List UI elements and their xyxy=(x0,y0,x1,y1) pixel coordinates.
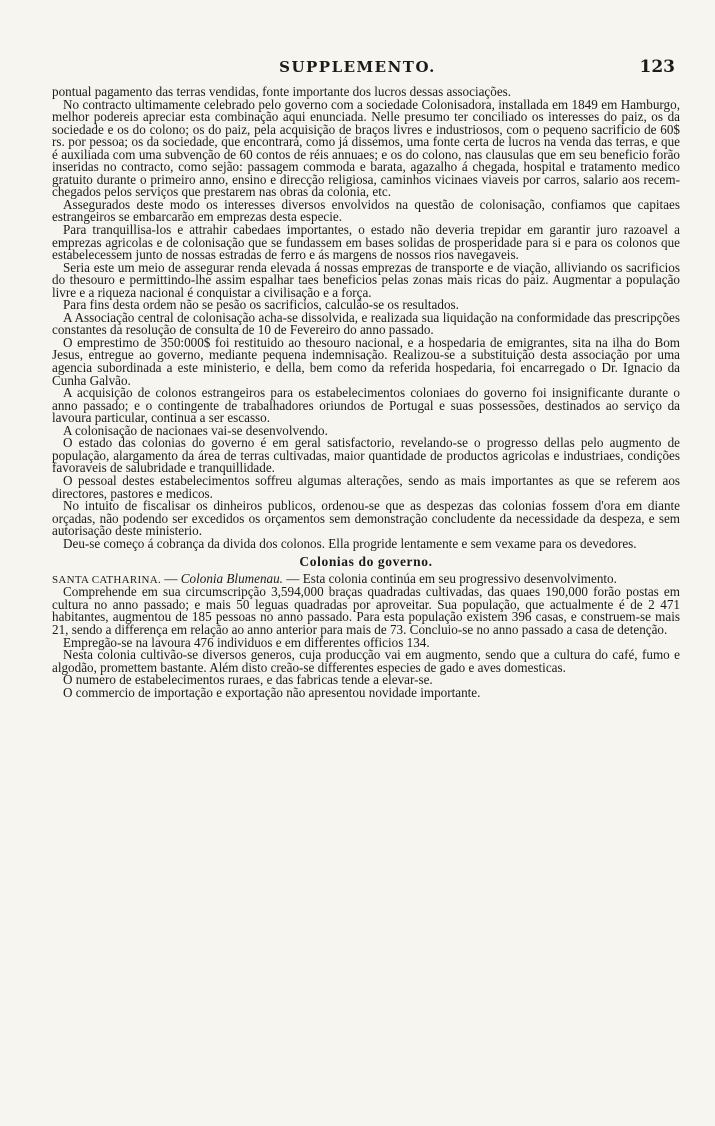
paragraph: No intuito de fiscalisar os dinheiros publicos, ordenou-se que as despezas das colonias fossem d'ora em diante orçadas, não podendo ser excedidos os orçamentos sem demonstração concludente da necessidade da despeza, e sem autorisação deste ministerio. xyxy=(52,498,680,539)
body-text xyxy=(52,86,680,699)
section-heading: Colonias do governo. xyxy=(299,554,433,570)
paragraph: Seria este um meio de assegurar renda elevada á nossas emprezas de transporte e de viação, alliviando os sacrificios do thesouro e permittindo-lhe assim espalhar taes beneficios pelas zonas mais ricas do paiz. Augmentar a população livre e a riqueza nacional é conquistar a civilisação e a força. xyxy=(52,259,680,300)
colony-entry-text: Esta colonia continúa em seu progressivo desenvolvimento. xyxy=(302,570,617,586)
page-number: 123 xyxy=(639,57,675,77)
province-name: SANTA CATHARINA. xyxy=(52,573,162,586)
paragraph: O commercio de importação e exportação não apresentou novidade importante. xyxy=(63,684,481,700)
paragraph: Para fins desta ordem não se pesão os sacrificios, calculão-se os resultados. xyxy=(63,297,459,313)
paragraph: Para tranquillisa-los e attrahir cabedaes importantes, o estado não deveria trepidar em garantir juro razoavel a emprezas agricolas e de colonisação que se fundassem em bases solidas de prosperidade para si e para os colonos que estabelecessem junto de nossas estradas de ferro e ás margens de nossos rios navegaveis. xyxy=(52,222,680,263)
paragraph: Empregão-se na lavoura 476 individuos e em differentes officios 134. xyxy=(63,634,430,650)
paragraph: A Associação central de colonisação acha-se dissolvida, e realizada sua liquidação na conformidade das prescripções constantes da resolução de consulta de 10 de Fevereiro do anno passado. xyxy=(52,309,680,338)
paragraph: O estado das colonias do governo é em geral satisfactorio, revelando-se o progresso dellas pelo augmento de população, alargamento da área de terras cultivadas, maior quantidade de productos agricolas e industriaes, condições favoraveis de salubridade e tranquillidade. xyxy=(52,435,680,476)
paragraph: O emprestimo de 350:000$ foi restituido ao thesouro nacional, e a hospedaria de emigrantes, sita na ilha do Bom Jesus, entregue ao governo, mediante pequena indemnisação. Realizou-se a substituição desta associação por uma agencia subordinada a este ministerio, e della, bem como da referida hospedaria, foi encarregado o Dr. Ignacio da Cunha Galvão. xyxy=(52,334,680,388)
paragraph: A colonisação de nacionaes vai-se desenvolvendo. xyxy=(63,422,328,438)
paragraph: No contracto ultimamente celebrado pelo governo com a sociedade Colonisadora, installada em 1849 em Hamburgo, melhor podereis apreciar esta combinação aqui enunciada. Nelle presumo ter conciliado os interesses do paiz, os da sociedade e os do colono; os do paiz, pela acquisição de braços livres e industriosos, com o pequeno sacrificio de 60$ rs. por pessoa; os da sociedade, que encontrará, como já dissemos, uma fonte certa de lucros na venda das terras, e que é auxiliada com uma subvenção de 60 contos de réis annuaes; e os do colono, nas clausulas que em seu beneficio forão inseridas no contracto, como sejão: passagem commoda e barata, agazalho á chegada, hospital e tratamento medico gratuito durante o primeiro anno, ensino e direcção religiosa, caminhos vicinaes viaveis por carros, salario aos recem-chegados pelos serviços que prestarem nas obras da colonia, etc. xyxy=(52,96,680,200)
paragraph: O pessoal destes estabelecimentos soffreu algumas alterações, sendo as mais importantes as que se referem aos directores, pastores e medicos. xyxy=(52,472,680,501)
paragraph: pontual pagamento das terras vendidas, fonte importante dos lucros dessas associações. xyxy=(52,84,512,99)
paragraph: Assegurados deste modo os interesses diversos envolvidos na questão de colonisação, confiamos que capitaes estrangeiros se embarcarão em emprezas desta especie. xyxy=(52,196,680,225)
paragraph: Deu-se começo á cobrança da divida dos colonos. Ella progride lentamente e sem vexame para os devedores. xyxy=(63,535,637,551)
paragraph: Nesta colonia cultivão-se diversos generos, cuja producção vai em augmento, sendo que a cultura do café, fumo e algodão, promettem bastante. Além disto creão-se differentes especies de gado e aves domesticas. xyxy=(52,647,680,675)
entry-dash: — xyxy=(161,570,181,586)
paragraph: O numero de estabelecimentos ruraes, e das fabricas tende a elevar-se. xyxy=(63,672,433,688)
paragraph: Comprehende em sua circumscripção 3,594,000 braças quadradas cultivadas, das quaes 190,000 forão postas em cultura no anno passado; e mais 50 leguas quadradas por aproveitar. Sua população, que actualmente é de 2 471 habitantes, augmentou de 185 pessoas no anno passado. Para esta população existem 396 casas, e construem-se mais 21, sendo a differença em relação ao anno anterior para mais de 73. Concluio-se no anno passado a casa de detenção. xyxy=(52,584,680,637)
page-title: SUPPLEMENTO. xyxy=(279,58,436,76)
colony-name: Colonia Blumenau. xyxy=(180,570,283,586)
paragraph: A acquisição de colonos estrangeiros para os estabelecimentos coloniaes do governo foi insignificante durante o anno passado; e o contingente de trabalhadores oriundos de Portugal e suas possessões, destinados ao serviço da lavoura particular, continua a ser escasso. xyxy=(52,385,680,426)
entry-dash: — xyxy=(282,570,303,586)
running-head xyxy=(0,58,715,78)
